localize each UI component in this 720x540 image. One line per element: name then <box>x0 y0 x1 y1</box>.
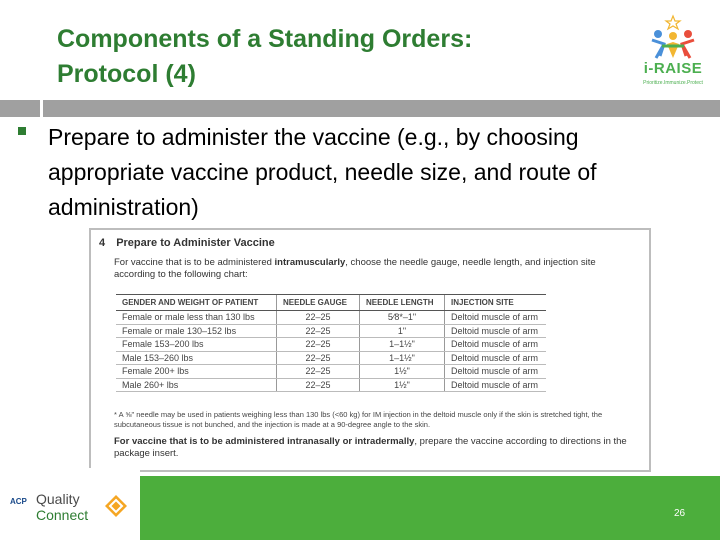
intro-suffix: , choose the needle gauge, needle length, and injection site according to the following chart: <box>114 257 596 280</box>
page-number: 26 <box>674 508 686 519</box>
table-row <box>116 378 546 392</box>
step-title: Prepare to Administer Vaccine <box>116 237 275 249</box>
table-cell: 1½" <box>360 365 445 379</box>
footer-bar <box>140 476 720 540</box>
col-header: NEEDLE GAUGE <box>277 295 360 311</box>
title-divider <box>0 100 720 117</box>
table-cell: 1" <box>360 324 445 338</box>
table-cell: Deltoid muscle of arm <box>445 324 547 338</box>
logo-tagline: Prioritize.Immunize.Protect <box>643 80 703 86</box>
table-cell: Male 260+ lbs <box>116 378 277 392</box>
intro-prefix: For vaccine that is to be administered <box>114 257 275 268</box>
step-number: 4 <box>99 237 106 249</box>
table-cell: 1–1½" <box>360 338 445 352</box>
table-header-row <box>116 295 546 311</box>
protocol-figure <box>89 228 651 472</box>
table-cell: Female 200+ lbs <box>116 365 277 379</box>
table-row <box>116 311 546 325</box>
logo-text: i-RAISE <box>643 60 703 77</box>
bullet-square-icon <box>18 127 26 135</box>
table-cell: 1–1½" <box>360 351 445 365</box>
table-cell: Female or male 130–152 lbs <box>116 324 277 338</box>
table-row <box>116 351 546 365</box>
table-cell: Female 153–200 lbs <box>116 338 277 352</box>
table-cell: 22–25 <box>277 365 360 379</box>
intranasal-prefix: For vaccine that is to be administered intranasally or intradermally <box>114 436 415 447</box>
table-cell: Deltoid muscle of arm <box>445 311 547 325</box>
figure-heading <box>99 237 275 249</box>
table-footnote: * A ⅝" needle may be used in patients weighing less than 130 lbs (<60 kg) for IM injection in the deltoid muscle only if the skin is stretched tight, the subcutaneous tissue is not bunched, and the injection is made at a 90-degree angle to the skin. <box>114 410 603 429</box>
table-cell: 22–25 <box>277 324 360 338</box>
table-cell: Deltoid muscle of arm <box>445 378 547 392</box>
table-cell: 22–25 <box>277 378 360 392</box>
intro-bold: intramuscularly <box>274 257 346 268</box>
acp-logo-text: ACP <box>10 497 27 506</box>
bullet-text: Prepare to administer the vaccine (e.g., by choosing appropriate vaccine product, needle size, and route of administration) <box>48 124 597 220</box>
table-cell: Male 153–260 lbs <box>116 351 277 365</box>
table-row <box>116 324 546 338</box>
col-header: GENDER AND WEIGHT OF PATIENT <box>116 295 277 311</box>
i-raise-logo <box>634 14 712 92</box>
title-divider-accent <box>40 100 43 117</box>
table-cell: 1½" <box>360 378 445 392</box>
figure-intro <box>114 257 634 281</box>
table-row <box>116 365 546 379</box>
quality-text: Quality <box>36 491 80 507</box>
intranasal-suffix: , prepare the vaccine according to directions in the package insert. <box>114 436 627 459</box>
table-cell: 22–25 <box>277 311 360 325</box>
table-cell: 22–25 <box>277 351 360 365</box>
connect-text: Connect <box>36 507 89 523</box>
col-header: INJECTION SITE <box>445 295 547 311</box>
needle-table <box>116 294 546 392</box>
quality-connect-badge-icon <box>104 494 128 518</box>
slide-title-line1: Components of a Standing Orders: <box>57 25 473 53</box>
table-cell: 5⁄8*–1" <box>360 311 445 325</box>
table-cell: Deltoid muscle of arm <box>445 351 547 365</box>
table-cell: Female or male less than 130 lbs <box>116 311 277 325</box>
table-row <box>116 338 546 352</box>
table-cell: Deltoid muscle of arm <box>445 338 547 352</box>
slide-title-line2: Protocol (4) <box>57 60 196 88</box>
intranasal-note <box>114 436 639 460</box>
people-star-icon <box>634 14 712 62</box>
col-header: NEEDLE LENGTH <box>360 295 445 311</box>
slide-title <box>57 22 577 92</box>
table-cell: 22–25 <box>277 338 360 352</box>
table-cell: Deltoid muscle of arm <box>445 365 547 379</box>
